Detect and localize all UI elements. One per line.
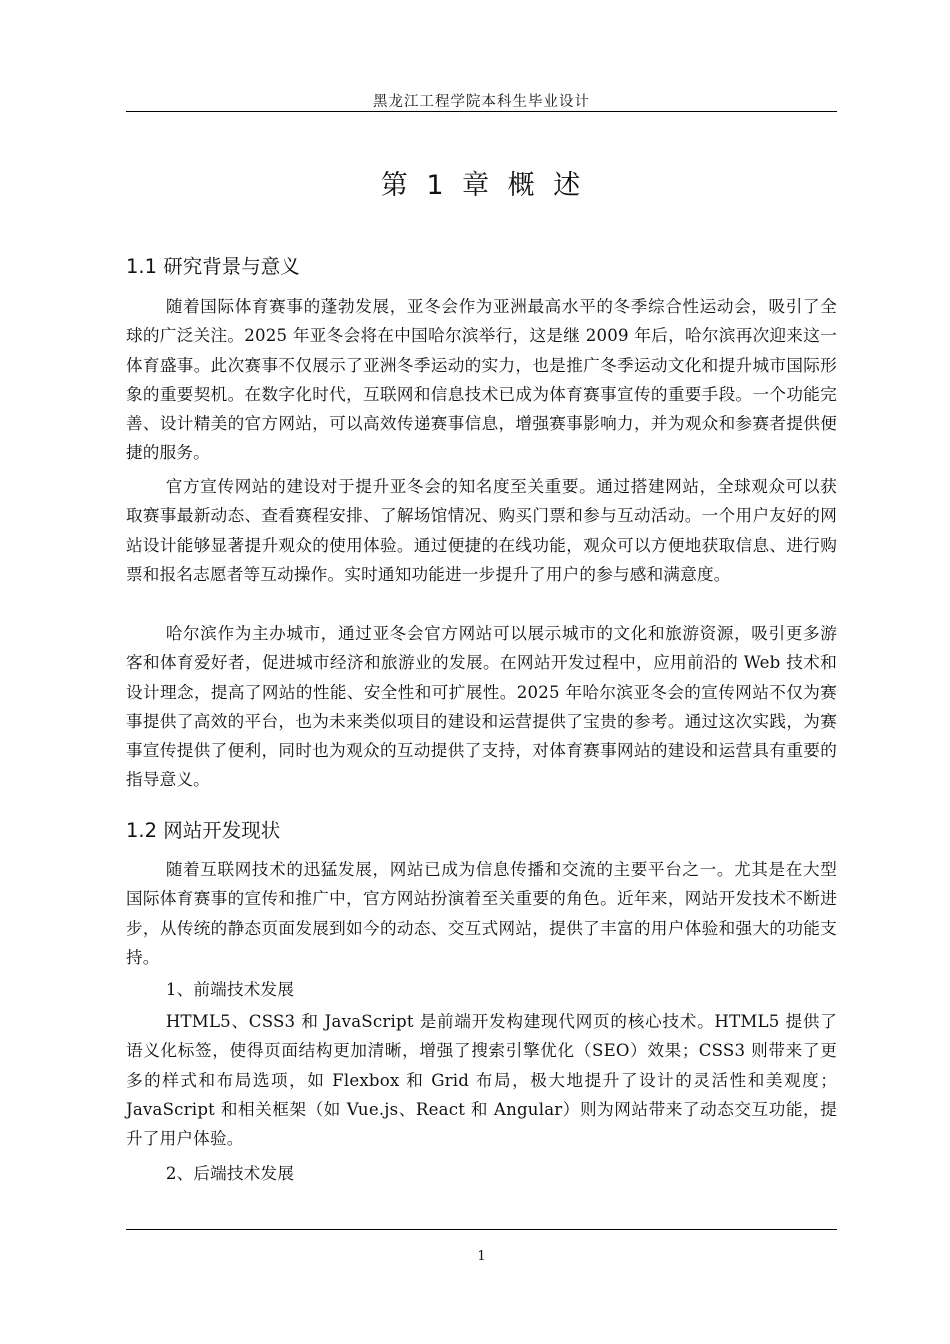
section-heading-1-2: 1.2 网站开发现状: [126, 819, 281, 842]
chapter-title: 第 1 章 概 述: [380, 170, 583, 201]
paragraph: 哈尔滨作为主办城市，通过亚冬会官方网站可以展示城市的文化和旅游资源，吸引更多游客和体育爱好者，促进城市经济和旅游业的发展。在网站开发过程中，应用前沿的 Web 技术和设计理念，提高了网站的性能、安全性和可扩展性。2025 年哈尔滨亚冬会的宣传网站不仅为赛事提供了高效的平台，也为未来类似项目的建设和运营提供了宝贵的参考。通过这次实践，为赛事宣传提供了便利，同时也为观众的互动提供了支持，对体育赛事网站的建设和运营具有重要的指导意义。: [126, 624, 837, 790]
page-number: 1: [477, 1249, 486, 1264]
header-rule: [126, 111, 837, 112]
list-subheading: 2、后端技术发展: [165, 1164, 295, 1183]
section-heading-1-1: 1.1 研究背景与意义: [126, 255, 300, 278]
paragraph: 官方宣传网站的建设对于提升亚冬会的知名度至关重要。通过搭建网站，全球观众可以获取赛事最新动态、查看赛程安排、了解场馆情况、购买门票和参与互动活动。一个用户友好的网站设计能够显著提升观众的使用体验。通过便捷的在线功能，观众可以方便地获取信息、进行购票和报名志愿者等互动操作。实时通知功能进一步提升了用户的参与感和满意度。: [126, 477, 837, 584]
paragraph: 随着国际体育赛事的蓬勃发展，亚冬会作为亚洲最高水平的冬季综合性运动会，吸引了全球的广泛关注。2025 年亚冬会将在中国哈尔滨举行，这是继 2009 年后，哈尔滨再次迎来这一体育盛事。此次赛事不仅展示了亚洲冬季运动的实力，也是推广冬季运动文化和提升城市国际形象的重要契机。在数字化时代，互联网和信息技术已成为体育赛事宣传的重要手段。一个功能完善、设计精美的官方网站，可以高效传递赛事信息，增强赛事影响力，并为观众和参赛者提供便捷的服务。: [126, 297, 837, 463]
footer-rule: [126, 1229, 837, 1230]
list-subheading: 1、前端技术发展: [165, 980, 295, 999]
paragraph: HTML5、CSS3 和 JavaScript 是前端开发构建现代网页的核心技术。HTML5 提供了语义化标签，使得页面结构更加清晰，增强了搜索引擎优化（SEO）效果；CSS3 则带来了更多的样式和布局选项，如 Flexbox 和 Grid 布局，极大地提升了设计的灵活性和美观度；JavaScript 和相关框架（如 Vue.js、React 和 Angular）则为网站带来了动态交互功能，提升了用户体验。: [126, 1012, 837, 1149]
paragraph: 随着互联网技术的迅猛发展，网站已成为信息传播和交流的主要平台之一。尤其是在大型国际体育赛事的宣传和推广中，官方网站扮演着至关重要的角色。近年来，网站开发技术不断进步，从传统的静态页面发展到如今的动态、交互式网站，提供了丰富的用户体验和强大的功能支持。: [126, 860, 837, 967]
running-header: 黑龙江工程学院本科生毕业设计: [373, 94, 590, 110]
